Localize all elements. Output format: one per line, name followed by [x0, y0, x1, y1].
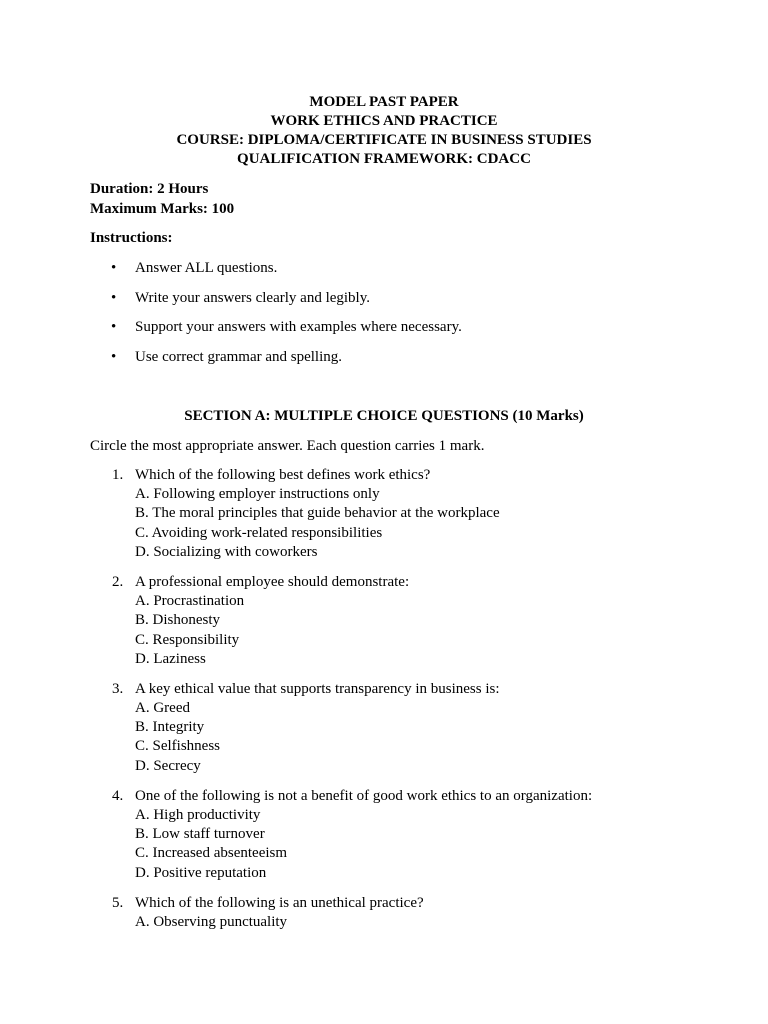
- instruction-item: • Use correct grammar and spelling.: [111, 348, 343, 365]
- answer-option: A. Following employer instructions only: [135, 486, 380, 503]
- question-item: [90, 787, 592, 883]
- answer-option: D. Secrecy: [135, 757, 201, 774]
- instruction-item: • Support your answers with examples where necessary.: [111, 319, 462, 336]
- question-item: [90, 680, 592, 776]
- question-number: 1.: [112, 467, 124, 483]
- question-item: [90, 466, 592, 562]
- answer-option: D. Positive reputation: [135, 864, 267, 881]
- section-a-intro: Circle the most appropriate answer. Each question carries 1 mark.: [90, 438, 485, 454]
- question-number: 2.: [112, 573, 124, 590]
- answer-option: B. Dishonesty: [135, 612, 221, 629]
- instructions-list: [90, 259, 462, 377]
- course-title: COURSE: DIPLOMA/CERTIFICATE IN BUSINESS STUDIES: [176, 132, 592, 148]
- answer-option: B. The moral principles that guide behavior at the workplace: [135, 505, 500, 522]
- answer-option: B. Integrity: [135, 719, 205, 736]
- paper-header: [0, 93, 768, 169]
- question-number: 3.: [112, 680, 124, 697]
- answer-option: C. Responsibility: [135, 631, 240, 648]
- bullet-icon: •: [111, 260, 117, 276]
- question-item: [90, 894, 592, 932]
- answer-option: B. Low staff turnover: [135, 826, 265, 843]
- question-number: 4.: [112, 787, 124, 804]
- answer-option: A. Observing punctuality: [135, 913, 288, 930]
- question-number: 5.: [112, 894, 124, 911]
- answer-option: D. Socializing with coworkers: [135, 543, 318, 560]
- question-text: Which of the following is an unethical practice?: [135, 894, 424, 911]
- answer-option: C. Increased absenteeism: [135, 845, 288, 862]
- max-marks-label: Maximum Marks: 100: [90, 201, 235, 217]
- bullet-icon: •: [111, 348, 117, 365]
- answer-option: A. Greed: [135, 700, 190, 717]
- answer-option: D. Laziness: [135, 650, 206, 667]
- bullet-icon: •: [111, 319, 117, 336]
- answer-option: A. Procrastination: [135, 593, 245, 610]
- paper-title: MODEL PAST PAPER: [309, 94, 459, 110]
- answer-option: C. Avoiding work-related responsibilities: [135, 524, 383, 541]
- qualification-framework: QUALIFICATION FRAMEWORK: CDACC: [237, 151, 531, 167]
- question-list: [90, 466, 592, 943]
- question-text: One of the following is not a benefit of good work ethics to an organization:: [135, 787, 593, 804]
- duration-label: Duration: 2 Hours: [90, 181, 209, 197]
- subject-title: WORK ETHICS AND PRACTICE: [270, 113, 498, 129]
- answer-option: C. Selfishness: [135, 738, 221, 755]
- question-text: A key ethical value that supports transparency in business is:: [135, 680, 500, 697]
- section-a-title: SECTION A: MULTIPLE CHOICE QUESTIONS (10 Marks): [184, 408, 584, 424]
- answer-option: A. High productivity: [135, 807, 261, 823]
- question-text: Which of the following best defines work ethics?: [135, 467, 431, 483]
- question-text: A professional employee should demonstrate:: [135, 573, 410, 590]
- bullet-icon: •: [111, 289, 117, 306]
- instructions-title: Instructions:: [90, 230, 173, 246]
- question-item: [90, 573, 592, 669]
- instruction-item: • Answer ALL questions.: [111, 260, 278, 276]
- instruction-item: • Write your answers clearly and legibly.: [111, 289, 371, 306]
- exam-meta: [90, 180, 234, 220]
